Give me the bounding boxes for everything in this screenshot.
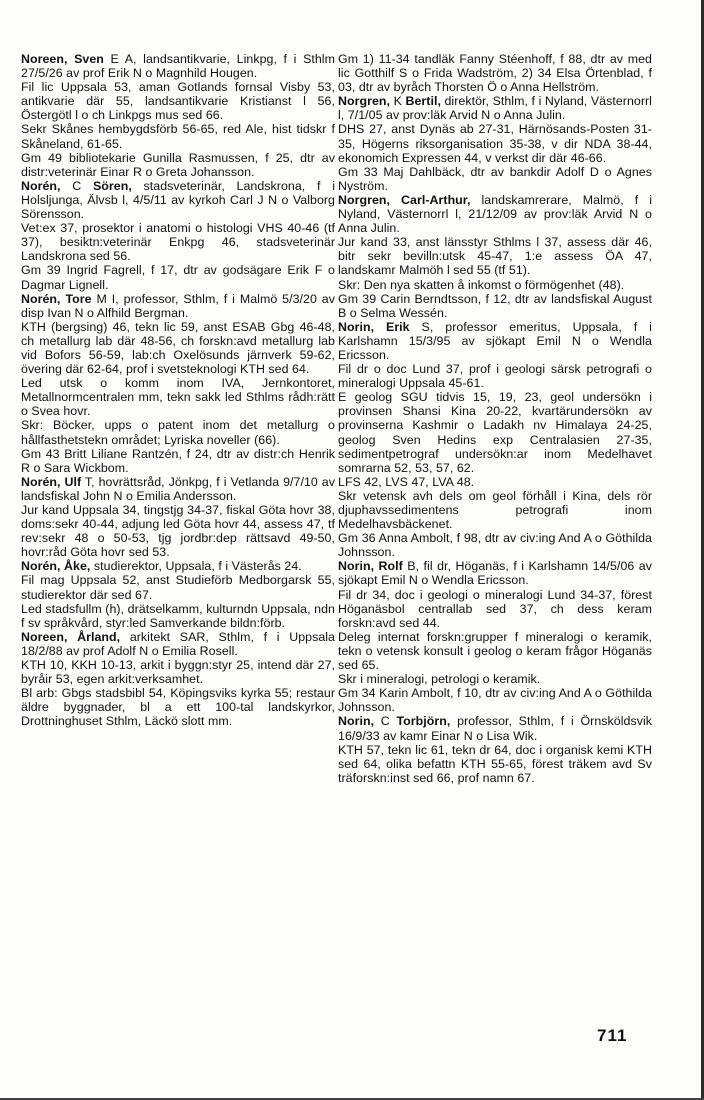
left-paragraph: Vet:ex 37, prosektor i anatomi o histologi VHS 40-46 (tf 37), besiktn:veterinär Enkpg 46, stadsveterinär Landskrona sed 56.	[21, 221, 335, 264]
left-paragraph: Jur kand Uppsala 34, tingstjg 34-37, fiskal Göta hovr 38, doms:sekr 40-44, adjung led Göta hovr 44, assess 47, tf rev:sekr 48 o 50-53, tjg jordbr:dep rättsavd 49-50, hovr:råd Göta hovr sed 53.	[21, 503, 335, 560]
left-paragraph: Fil lic Uppsala 53, aman Gotlands fornsal Visby 53, antikvarie där 55, landsantikvarie Kristianst l 56, Östergötl l o ch Linkpgs mus sed 66.	[21, 80, 335, 123]
left-paragraph: Noreen, Sven E A, landsantikvarie, Linkpg, f i Sthlm 27/5/26 av prof Erik N o Magnhild Hougen.	[21, 52, 335, 81]
right-paragraph: Fil dr 34, doc i geologi o mineralogi Lund 34-37, förest Höganäsbol centrallab sed 37, ch dess keram forskn:avd sed 44.	[338, 587, 652, 630]
left-paragraph: Led utsk o komm inom IVA, Jernkontoret, Metallnormcentralen mm, tekn sakk led Sthlms rådh:rätt o Svea hovr.	[21, 376, 335, 419]
left-paragraph: Norén, C Sören, stadsveterinär, Landskrona, f i Holsljunga, Älvsb l, 4/5/11 av kyrkoh Carl J N o Valborg Sörensson.	[21, 178, 335, 222]
right-paragraph: Gm 34 Karin Ambolt, f 10, dtr av civ:ing And A o Göthilda Johnsson.	[338, 686, 652, 715]
right-paragraph: KTH 57, tekn lic 61, tekn dr 64, doc i organisk kemi KTH sed 64, olika befattn KTH 55-65, förest träkem avd Sv träforskn:inst sed 66, prof namn 67.	[338, 742, 652, 785]
left-paragraph: Bl arb: Gbgs stadsbibl 54, Köpingsviks kyrka 55; restaur äldre byggnader, bl a ett 100-tal landskyrkor, Drottninghuset Sthlm, Läckö slott mm.	[21, 686, 335, 729]
right-paragraph: Gm 36 Anna Ambolt, f 98, dtr av civ:ing And A o Göthilda Johnsson.	[338, 531, 652, 560]
left-paragraph: Gm 43 Britt Liliane Rantzén, f 24, dtr av distr:ch Henrik R o Sara Wickbom.	[21, 446, 335, 475]
page-number: 711	[597, 1026, 628, 1045]
left-paragraph: Norén, Åke, studierektor, Uppsala, f i Västerås 24.	[21, 559, 302, 574]
left-paragraph: Norén, Tore M I, professor, Sthlm, f i Malmö 5/3/20 av disp Ivan N o Alfhild Bergman.	[21, 291, 335, 320]
right-paragraph: Skr: Den nya skatten å inkomst o förmögenhet (48).	[338, 277, 625, 292]
right-paragraph: Gm 39 Carin Berndtsson, f 12, dtr av landsfiskal August B o Selma Wessén.	[338, 291, 652, 320]
right-paragraph: Norin, C Torbjörn, professor, Sthlm, f i Örnsköldsvik 16/9/33 av kamr Einar N o Lisa Wik.	[338, 714, 652, 743]
right-paragraph: Gm 33 Maj Dahlbäck, dtr av bankdir Adolf D o Agnes Nyström.	[338, 164, 652, 193]
right-paragraph: LFS 42, LVS 47, LVA 48.	[338, 474, 475, 489]
right-paragraph: Norin, Erik S, professor emeritus, Uppsala, f i Karlshamn 15/3/95 av sjökapt Emil N o Wendla Ericsson.	[338, 319, 652, 362]
left-paragraph: Norén, Ulf T, hovrättsråd, Jönkpg, f i Vetlanda 9/7/10 av landsfiskal John N o Emilia Andersson.	[21, 474, 335, 503]
right-paragraph: Norgren, K Bertil, direktör, Sthlm, f i Nyland, Västernorrl l, 7/1/05 av prov:läk Arvid N o Anna Julin.	[338, 94, 652, 123]
right-paragraph: Norin, Rolf B, fil dr, Höganäs, f i Karlshamn 14/5/06 av sjökapt Emil N o Wendla Ericsson.	[338, 559, 652, 588]
right-paragraph: Skr vetensk avh dels om geol förhåll i Kina, dels rör djuphavssedimentens petrografi inom Medelhavsbäckenet.	[338, 488, 652, 532]
left-column	[21, 52, 335, 729]
left-paragraph: Skr: Böcker, upps o patent inom det metallurg o hållfasthetstekn området; Lyriska noveller (66).	[21, 418, 335, 447]
right-paragraph: Norgren, Carl-Arthur, landskamrerare, Malmö, f i Nyland, Västernorrl l, 21/12/09 av prov:läk Arvid N o Anna Julin.	[338, 192, 652, 236]
right-paragraph: Jur kand 33, anst länsstyr Sthlms l 37, assess där 46, bitr sekr bevilln:utsk 45-47, 1:e assess ÖA 47, landskamr Malmöh l sed 55 (tf 51).	[338, 235, 652, 278]
left-paragraph: KTH (bergsing) 46, tekn lic 59, anst ESAB Gbg 46-48, ch metallurg lab där 48-56, ch forskn:avd metallurg lab vid Bofors 56-59, lab:ch Oxelösunds järnverk 59-62, övering där 62-64, prof i svetsteknologi KTH sed 64.	[21, 319, 335, 377]
left-paragraph: Noreen, Årland, arkitekt SAR, Sthlm, f i Uppsala 18/2/88 av prof Adolf N o Emilia Rosell.	[21, 629, 336, 658]
left-paragraph: Led stadsfullm (h), drätselkamm, kulturndn Uppsala, ndn f sv språkvård, styr:led Samverkande bildn:förb.	[21, 601, 335, 630]
left-paragraph: Fil mag Uppsala 52, anst Studieförb Medborgarsk 55, studierektor där sed 67.	[21, 573, 335, 602]
left-paragraph: KTH 10, KKH 10-13, arkit i byggn:styr 25, intend där 27, byråir 53, egen arkit:verksamhet.	[21, 658, 335, 687]
right-paragraph: Gm 1) 11-34 tandläk Fanny Stéenhoff, f 88, dtr av med lic Gotthilf S o Frida Wadström, 2) 34 Elsa Örtenblad, f 03, dtr av byråch Thorsten Ö o Anna Hellström.	[338, 52, 652, 95]
right-paragraph: Fil dr o doc Lund 37, prof i geologi särsk petrografi o mineralogi Uppsala 45-61.	[338, 362, 652, 391]
right-paragraph: Skr i mineralogi, petrologi o keramik.	[338, 672, 541, 687]
right-paragraph: Deleg internat forskn:grupper f mineralogi o keramik, tekn o vetensk konsult i geolog o keram frågor Höganäs sed 65.	[338, 629, 652, 673]
right-paragraph: E geolog SGU tidvis 15, 19, 23, geol undersökn i provinsen Shansi Kina 20-22, kvartärundersökn av provinserna Kashmir o Ladakh nv Himalaya 24-25, geolog Sven Hedins exp Centralasien 27-35, sedimentpetrograf undersökn:ar inom Medelhavet somrarna 52, 53, 57, 62.	[338, 390, 652, 475]
left-paragraph: Gm 49 bibliotekarie Gunilla Rasmussen, f 25, dtr av distr:veterinär Einar R o Greta Johansson.	[21, 150, 335, 179]
left-paragraph: Gm 39 Ingrid Fagrell, f 17, dtr av godsägare Erik F o Dagmar Lignell.	[21, 263, 335, 292]
right-paragraph: DHS 27, anst Dynäs ab 27-31, Härnösands-Posten 31-35, Högerns riksorganisation 35-38, v dir NDA 38-44, ekonomich Expressen 44, v verkst dir där 46-66.	[338, 122, 652, 165]
left-paragraph: Sekr Skånes hembygdsförb 56-65, red Ale, hist tidskr f Skåneland, 61-65.	[21, 122, 335, 151]
right-column	[338, 52, 652, 785]
